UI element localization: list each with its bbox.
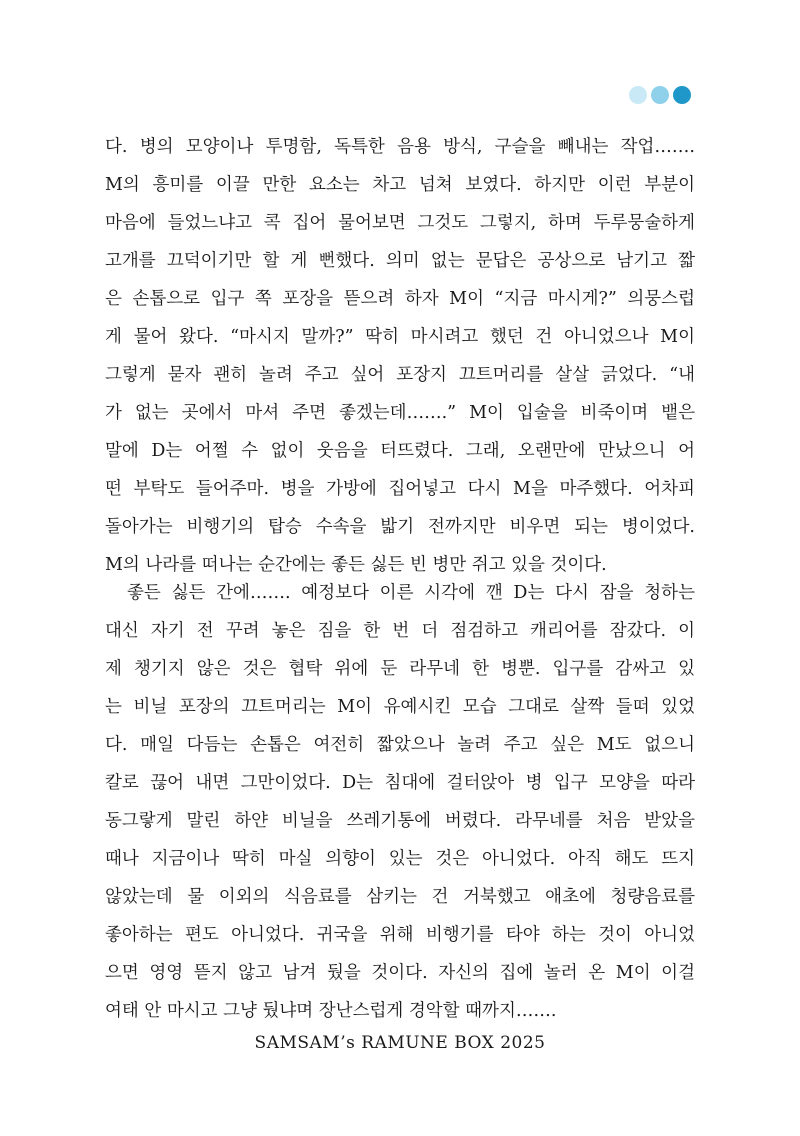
paragraph-1 — [105, 128, 695, 584]
text-line: 게 물어 왔다. “마시지 말까?” 딱히 마시려고 했던 건 아니었으나 M이 — [105, 327, 695, 347]
page-footer: SAMSAM’s RAMUNE BOX 2025 — [254, 1033, 546, 1053]
decorative-dots — [629, 86, 691, 104]
text-line: 제 챙기지 않은 것은 협탁 위에 둔 라무네 한 병뿐. 입구를 감싸고 있 — [105, 659, 695, 679]
text-line: 는 비닐 포장의 끄트머리는 M이 유예시킨 모습 그대로 살짝 들떠 있었 — [105, 697, 695, 717]
dot-medium — [651, 86, 669, 104]
text-line: 은 손톱으로 입구 쪽 포장을 뜯으려 하자 M이 “지금 마시게?” 의뭉스럽 — [105, 289, 695, 309]
dot-light — [629, 86, 647, 104]
text-line: 으면 영영 뜯지 않고 남겨 뒀을 것이다. 자신의 집에 놀러 온 M이 이걸 — [105, 963, 695, 983]
text-line: M의 흥미를 이끌 만한 요소는 차고 넘쳐 보였다. 하지만 이런 부분이 — [105, 175, 695, 195]
text-line: M의 나라를 떠나는 순간에는 좋든 싫든 빈 병만 쥐고 있을 것이다. — [105, 555, 607, 575]
text-line: 때나 지금이나 딱히 마실 의향이 있는 것은 아니었다. 아직 해도 뜨지 — [105, 849, 695, 869]
text-line: 마음에 들었느냐고 콕 집어 물어보면 그것도 그렇지, 하며 두루뭉술하게 — [105, 213, 695, 233]
paragraph-2 — [105, 574, 695, 1030]
text-line: 그렇게 묻자 괜히 놀려 주고 싶어 포장지 끄트머리를 살살 긁었다. “내 — [105, 365, 695, 385]
text-line: 칼로 끊어 내면 그만이었다. D는 침대에 걸터앉아 병 입구 모양을 따라 — [105, 773, 695, 793]
text-line: 않았는데 물 이외의 식음료를 삼키는 건 거북했고 애초에 청량음료를 — [105, 887, 695, 907]
text-line: 동그랗게 말린 하얀 비닐을 쓰레기통에 버렸다. 라무네를 처음 받았을 — [105, 811, 695, 831]
text-line: 돌아가는 비행기의 탑승 수속을 밟기 전까지만 비우면 되는 병이었다. — [105, 517, 695, 537]
text-line: 다. 병의 모양이나 투명함, 독특한 음용 방식, 구슬을 빼내는 작업……. — [105, 137, 695, 157]
text-line: 가 없는 곳에서 마셔 주면 좋겠는데…….” M이 입술을 비죽이며 뱉은 — [105, 403, 695, 423]
dot-dark — [673, 86, 691, 104]
text-line: 고개를 끄덕이기만 할 게 뻔했다. 의미 없는 문답은 공상으로 남기고 짧 — [105, 251, 695, 271]
text-line: 좋든 싫든 간에……. 예정보다 이른 시각에 깬 D는 다시 잠을 청하는 — [127, 583, 695, 603]
text-line: 대신 자기 전 꾸려 놓은 짐을 한 번 더 점검하고 캐리어를 잠갔다. 이 — [105, 621, 695, 641]
text-line: 떤 부탁도 들어주마. 병을 가방에 집어넣고 다시 M을 마주했다. 어차피 — [105, 479, 695, 499]
text-line: 좋아하는 편도 아니었다. 귀국을 위해 비행기를 타야 하는 것이 아니었 — [105, 925, 695, 945]
text-line: 여태 안 마시고 그냥 뒀냐며 장난스럽게 경악할 때까지……. — [105, 1001, 557, 1021]
text-line: 말에 D는 어쩔 수 없이 웃음을 터뜨렸다. 그래, 오랜만에 만났으니 어 — [105, 441, 695, 461]
text-line: 다. 매일 다듬는 손톱은 여전히 짧았으나 놀려 주고 싶은 M도 없으니 — [105, 735, 695, 755]
